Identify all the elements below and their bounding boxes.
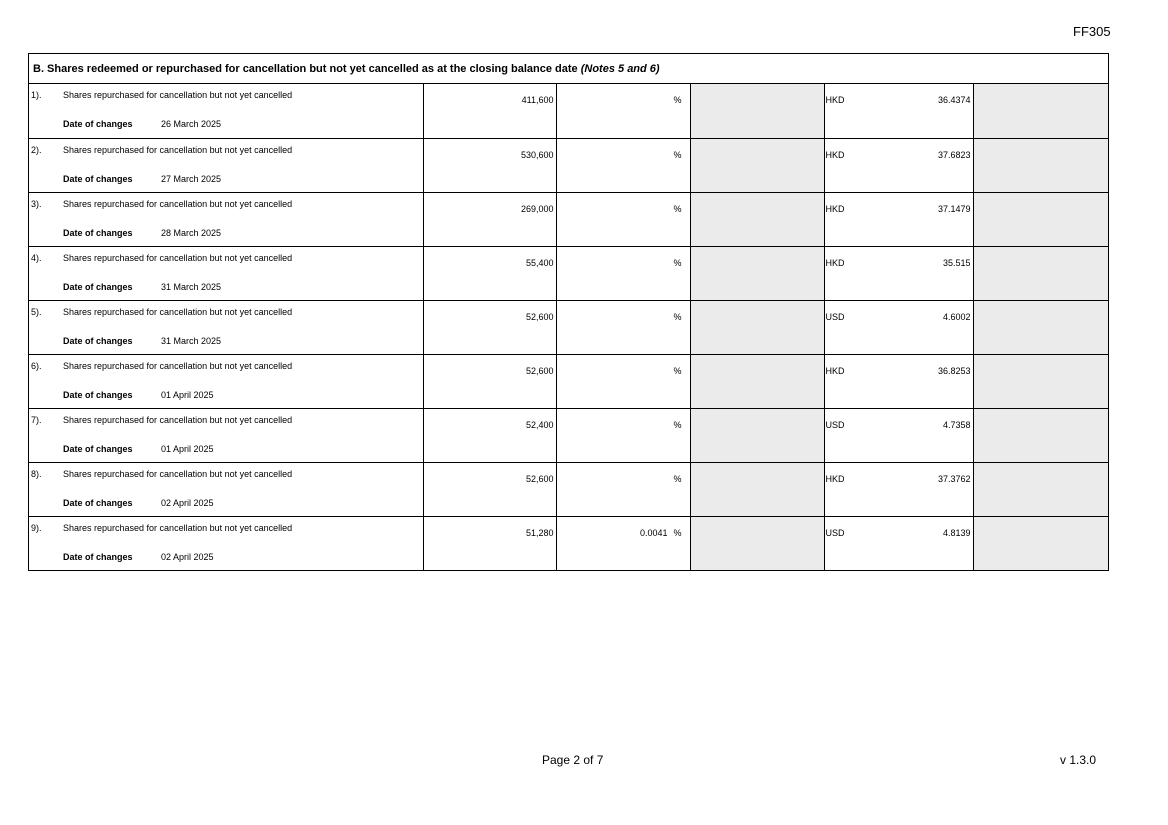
- shaded-cell: [690, 462, 824, 516]
- date-of-changes-label: Date of changes: [63, 227, 133, 238]
- table-row: [29, 246, 1108, 300]
- price-cell: [824, 408, 973, 462]
- table-row: [29, 138, 1108, 192]
- page-number: Page 2 of 7: [542, 753, 604, 767]
- date-of-changes-label: Date of changes: [63, 281, 133, 292]
- shares-cell: [423, 192, 556, 246]
- row-number: 9).: [31, 522, 42, 533]
- percent-sign: %: [673, 527, 682, 538]
- price-value: 36.8253: [937, 365, 971, 376]
- table-row: [29, 354, 1108, 408]
- shaded-cell: [690, 246, 824, 300]
- percent-cell: [556, 246, 690, 300]
- percent-cell: [556, 192, 690, 246]
- row-number: 5).: [31, 306, 42, 317]
- shares-cell: [423, 516, 556, 570]
- price-value: 36.4374: [937, 95, 971, 105]
- percent-cell: [556, 408, 690, 462]
- percent-cell: [556, 300, 690, 354]
- description-cell: [29, 84, 423, 138]
- table-row: [29, 192, 1108, 246]
- shaded-cell: [973, 84, 1108, 138]
- shares-value: 52,600: [525, 473, 554, 484]
- shares-cell: [423, 408, 556, 462]
- date-of-changes-value: 01 April 2025: [161, 389, 214, 400]
- date-of-changes-label: Date of changes: [63, 173, 133, 184]
- shaded-cell: [690, 516, 824, 570]
- form-code: FF305: [1073, 24, 1111, 39]
- shares-value: 55,400: [525, 257, 554, 268]
- repurchase-section: [28, 53, 1109, 571]
- row-number: 4).: [31, 252, 42, 263]
- description-cell: [29, 516, 423, 570]
- section-title: [29, 54, 1108, 84]
- table-row: [29, 84, 1108, 138]
- percent-cell: [556, 84, 690, 138]
- currency-code: HKD: [825, 95, 845, 105]
- shares-value: 269,000: [520, 203, 554, 214]
- date-of-changes-label: Date of changes: [63, 119, 133, 129]
- percent-sign: %: [673, 257, 682, 268]
- table-row: [29, 516, 1108, 570]
- date-of-changes-label: Date of changes: [63, 551, 133, 562]
- shaded-cell: [690, 300, 824, 354]
- date-of-changes-label: Date of changes: [63, 497, 133, 508]
- shaded-cell: [690, 84, 824, 138]
- price-cell: [824, 462, 973, 516]
- table-row: [29, 300, 1108, 354]
- shaded-cell: [973, 300, 1108, 354]
- row-description: Shares repurchased for cancellation but not yet cancelled: [63, 252, 293, 263]
- description-cell: [29, 192, 423, 246]
- date-of-changes-value: 31 March 2025: [161, 335, 222, 346]
- row-description: Shares repurchased for cancellation but not yet cancelled: [63, 198, 293, 209]
- price-value: 4.7358: [942, 419, 971, 430]
- shares-value: 411,600: [521, 95, 554, 105]
- shaded-cell: [973, 138, 1108, 192]
- price-value: 4.6002: [942, 311, 971, 322]
- currency-code: USD: [825, 311, 845, 322]
- shares-cell: [423, 84, 556, 138]
- currency-code: HKD: [825, 473, 845, 484]
- price-value: 37.3762: [937, 473, 971, 484]
- price-cell: [824, 192, 973, 246]
- shares-cell: [423, 300, 556, 354]
- row-description: Shares repurchased for cancellation but not yet cancelled: [63, 522, 293, 533]
- shaded-cell: [973, 462, 1108, 516]
- percent-cell: [556, 516, 690, 570]
- price-cell: [824, 138, 973, 192]
- percent-value: 0.0041: [639, 527, 668, 538]
- description-cell: [29, 300, 423, 354]
- row-number: 8).: [31, 468, 42, 479]
- currency-code: HKD: [825, 365, 845, 376]
- currency-code: HKD: [825, 149, 845, 160]
- shaded-cell: [690, 408, 824, 462]
- description-cell: [29, 462, 423, 516]
- currency-code: HKD: [825, 203, 845, 214]
- currency-code: USD: [825, 527, 845, 538]
- row-description: Shares repurchased for cancellation but not yet cancelled: [63, 468, 293, 479]
- date-of-changes-value: 02 April 2025: [161, 551, 214, 562]
- price-cell: [824, 300, 973, 354]
- description-cell: [29, 246, 423, 300]
- date-of-changes-value: 01 April 2025: [161, 443, 214, 454]
- shares-cell: [423, 354, 556, 408]
- percent-sign: %: [673, 149, 682, 160]
- price-value: 37.6823: [937, 149, 971, 160]
- percent-cell: [556, 354, 690, 408]
- version-label: v 1.3.0: [1060, 753, 1097, 767]
- shaded-cell: [973, 516, 1108, 570]
- currency-code: USD: [825, 419, 845, 430]
- shaded-cell: [973, 408, 1108, 462]
- row-number: 2).: [31, 144, 42, 155]
- date-of-changes-value: 27 March 2025: [161, 173, 222, 184]
- row-number: 3).: [31, 198, 42, 209]
- table-row: [29, 408, 1108, 462]
- shaded-cell: [973, 192, 1108, 246]
- shares-value: 52,600: [525, 311, 554, 322]
- date-of-changes-label: Date of changes: [63, 443, 133, 454]
- percent-sign: %: [673, 311, 682, 322]
- price-cell: [824, 246, 973, 300]
- row-number: 6).: [31, 360, 42, 371]
- shaded-cell: [973, 246, 1108, 300]
- percent-sign: %: [673, 365, 682, 376]
- description-cell: [29, 354, 423, 408]
- percent-cell: [556, 462, 690, 516]
- date-of-changes-value: 28 March 2025: [161, 227, 222, 238]
- price-value: 4.8139: [942, 527, 971, 538]
- price-value: 37.1479: [937, 203, 971, 214]
- price-cell: [824, 516, 973, 570]
- section-title-text: B. Shares redeemed or repurchased for cancellation but not yet cancelled as at the closing balance date: [33, 63, 578, 75]
- row-description: Shares repurchased for cancellation but not yet cancelled: [63, 90, 293, 100]
- percent-sign: %: [673, 95, 682, 105]
- date-of-changes-value: 31 March 2025: [161, 281, 222, 292]
- description-cell: [29, 138, 423, 192]
- shaded-cell: [690, 138, 824, 192]
- row-description: Shares repurchased for cancellation but not yet cancelled: [63, 414, 293, 425]
- shares-cell: [423, 462, 556, 516]
- shares-value: 52,400: [525, 419, 554, 430]
- shares-value: 52,600: [525, 365, 554, 376]
- percent-sign: %: [673, 419, 682, 430]
- shares-value: 51,280: [525, 527, 554, 538]
- shares-value: 530,600: [520, 149, 554, 160]
- percent-cell: [556, 138, 690, 192]
- repurchase-table: [29, 84, 1108, 570]
- row-number: 1).: [31, 90, 42, 100]
- currency-code: HKD: [825, 257, 845, 268]
- date-of-changes-label: Date of changes: [63, 335, 133, 346]
- section-notes: (Notes 5 and 6): [580, 63, 660, 75]
- shaded-cell: [690, 354, 824, 408]
- description-cell: [29, 408, 423, 462]
- row-description: Shares repurchased for cancellation but not yet cancelled: [63, 144, 293, 155]
- price-value: 35.515: [942, 257, 971, 268]
- shares-cell: [423, 246, 556, 300]
- price-cell: [824, 84, 973, 138]
- date-of-changes-value: 26 March 2025: [161, 119, 222, 129]
- row-description: Shares repurchased for cancellation but not yet cancelled: [63, 360, 293, 371]
- shaded-cell: [690, 192, 824, 246]
- table-row: [29, 462, 1108, 516]
- percent-sign: %: [673, 473, 682, 484]
- percent-sign: %: [673, 203, 682, 214]
- row-number: 7).: [31, 414, 42, 425]
- date-of-changes-value: 02 April 2025: [161, 497, 214, 508]
- shares-cell: [423, 138, 556, 192]
- date-of-changes-label: Date of changes: [63, 389, 133, 400]
- price-cell: [824, 354, 973, 408]
- row-description: Shares repurchased for cancellation but not yet cancelled: [63, 306, 293, 317]
- shaded-cell: [973, 354, 1108, 408]
